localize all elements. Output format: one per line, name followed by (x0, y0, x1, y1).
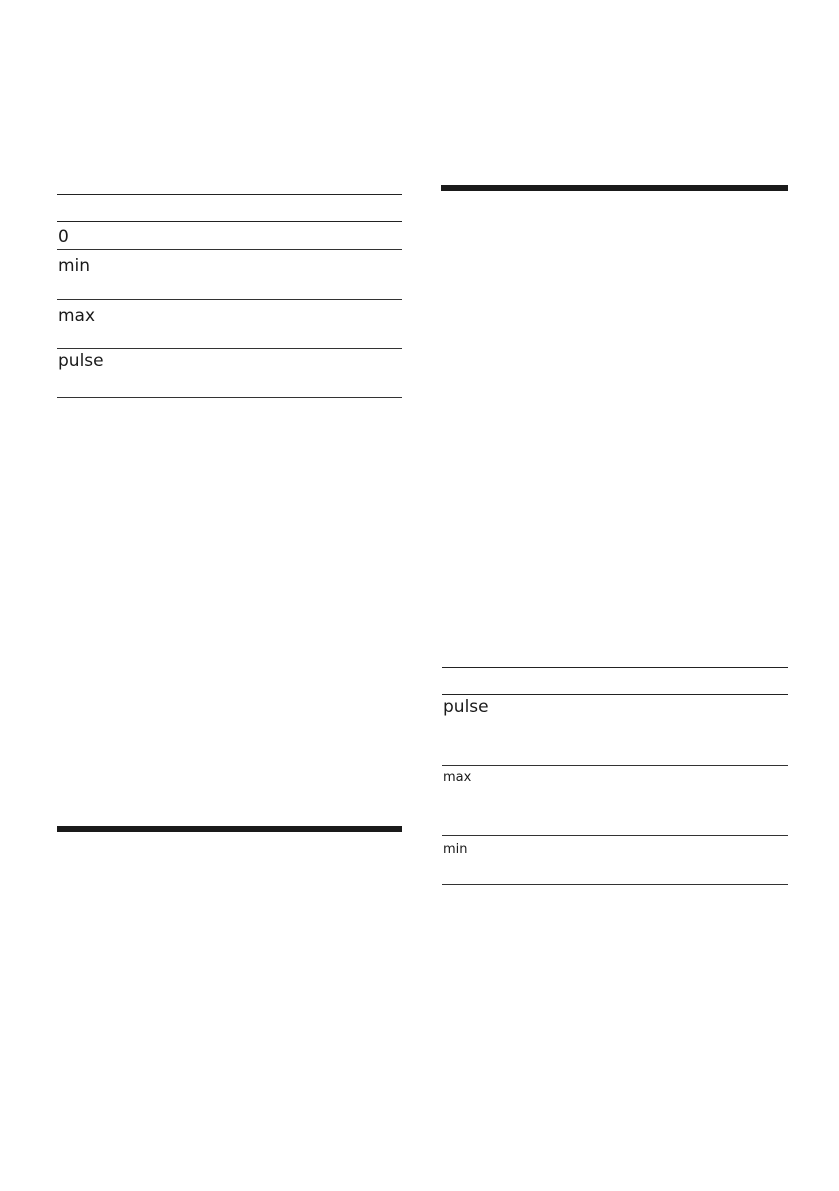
table-row (442, 836, 788, 885)
section-divider (57, 826, 402, 832)
setting-label: pulse (58, 351, 104, 371)
setting-label: min (58, 256, 91, 276)
table-row (57, 349, 402, 398)
table-row (442, 695, 788, 766)
table-row (57, 300, 402, 349)
speed-settings-table-right (442, 667, 788, 885)
setting-label: max (58, 306, 96, 326)
setting-label: 0 (58, 227, 69, 247)
speed-settings-table-left (57, 194, 402, 398)
table-row (57, 250, 402, 300)
setting-label: min (443, 842, 468, 857)
table-row (442, 766, 788, 836)
section-divider (441, 185, 788, 191)
setting-label: pulse (443, 697, 489, 717)
table-header-row (57, 195, 402, 221)
table-row (57, 222, 402, 250)
setting-label: max (443, 770, 472, 785)
table-header-row (442, 668, 788, 694)
